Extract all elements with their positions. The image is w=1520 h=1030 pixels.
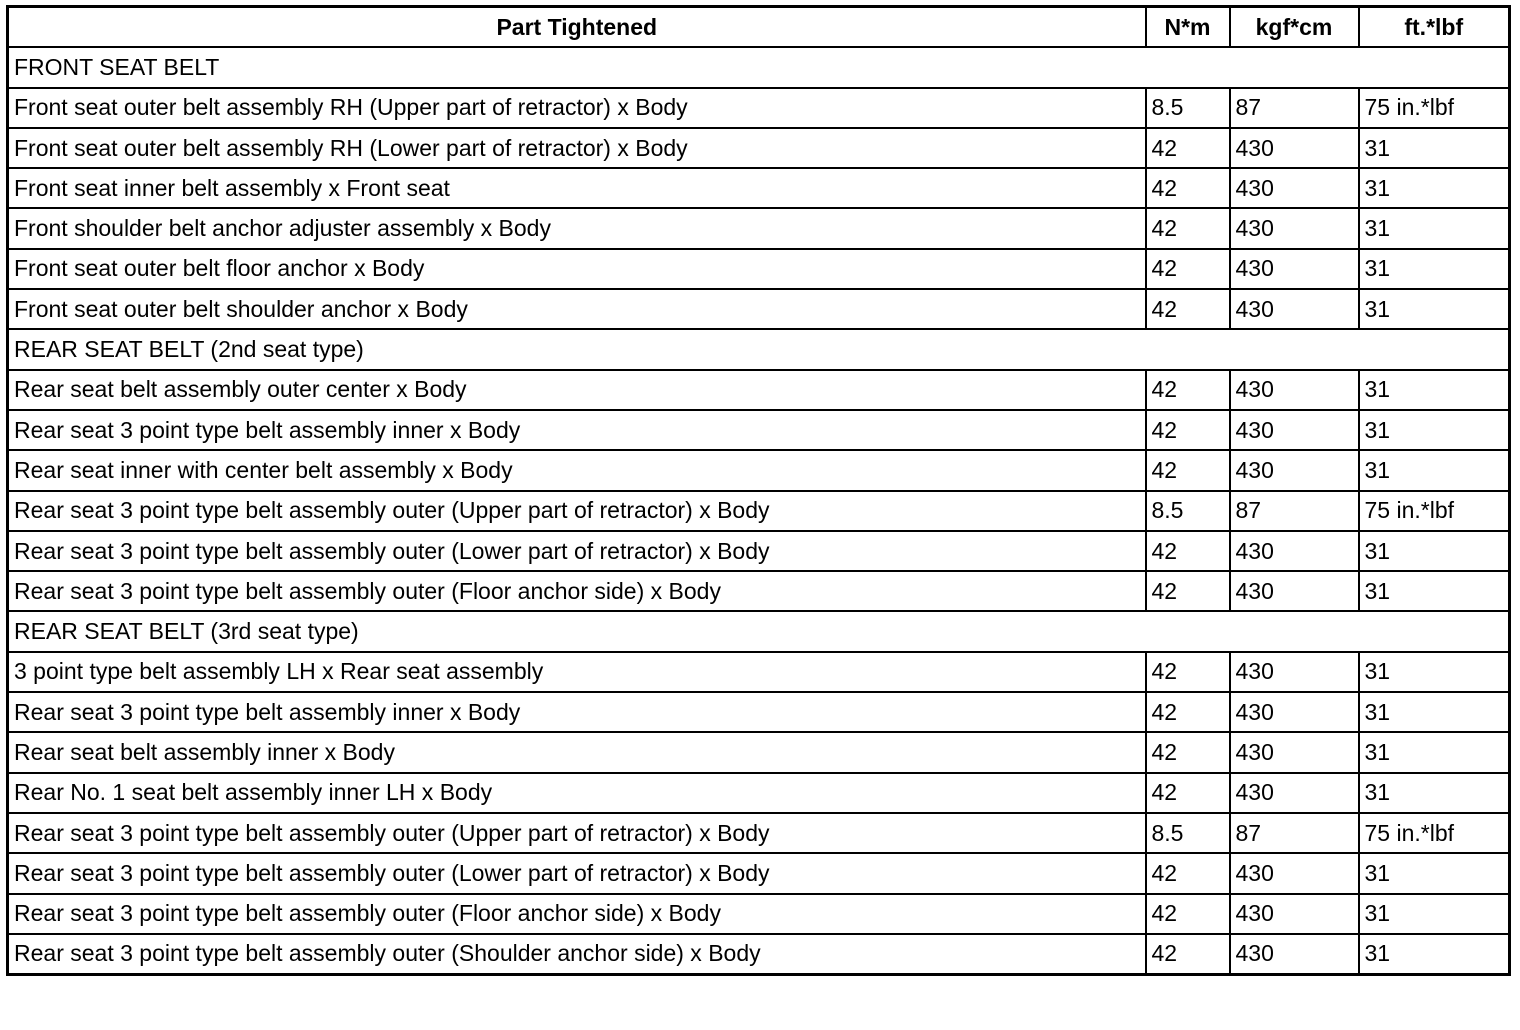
- table-row: [8, 410, 1510, 450]
- cell-nm: 42: [1146, 450, 1230, 490]
- cell-kgf-cm: 430: [1230, 208, 1359, 248]
- table-row: [8, 531, 1510, 571]
- cell-kgf-cm: 430: [1230, 732, 1359, 772]
- cell-nm: 42: [1146, 168, 1230, 208]
- cell-kgf-cm: 430: [1230, 894, 1359, 934]
- cell-ft-lbf: 31: [1359, 692, 1510, 732]
- table-row: [8, 853, 1510, 893]
- cell-part: Front seat outer belt floor anchor x Body: [8, 249, 1146, 289]
- section-title: FRONT SEAT BELT: [8, 47, 1510, 87]
- cell-part: Rear seat belt assembly inner x Body: [8, 732, 1146, 772]
- cell-kgf-cm: 430: [1230, 934, 1359, 975]
- cell-part: Rear seat 3 point type belt assembly outer (Lower part of retractor) x Body: [8, 531, 1146, 571]
- table-row: [8, 208, 1510, 248]
- cell-nm: 42: [1146, 652, 1230, 692]
- cell-nm: 8.5: [1146, 813, 1230, 853]
- cell-nm: 42: [1146, 531, 1230, 571]
- cell-nm: 42: [1146, 128, 1230, 168]
- section-header-row: [8, 329, 1510, 369]
- section-title: REAR SEAT BELT (2nd seat type): [8, 329, 1510, 369]
- header-ft-lbf: ft.*lbf: [1359, 7, 1510, 48]
- table-row: [8, 692, 1510, 732]
- header-kgf-cm: kgf*cm: [1230, 7, 1359, 48]
- cell-nm: 42: [1146, 732, 1230, 772]
- cell-kgf-cm: 430: [1230, 168, 1359, 208]
- cell-nm: 8.5: [1146, 491, 1230, 531]
- cell-kgf-cm: 430: [1230, 410, 1359, 450]
- cell-kgf-cm: 430: [1230, 289, 1359, 329]
- cell-part: Rear seat 3 point type belt assembly outer (Shoulder anchor side) x Body: [8, 934, 1146, 975]
- cell-kgf-cm: 87: [1230, 813, 1359, 853]
- cell-kgf-cm: 430: [1230, 571, 1359, 611]
- cell-nm: 42: [1146, 773, 1230, 813]
- cell-part: Rear No. 1 seat belt assembly inner LH x Body: [8, 773, 1146, 813]
- cell-ft-lbf: 31: [1359, 853, 1510, 893]
- cell-part: Rear seat 3 point type belt assembly inner x Body: [8, 410, 1146, 450]
- table-row: [8, 249, 1510, 289]
- cell-nm: 42: [1146, 934, 1230, 975]
- cell-part: Rear seat inner with center belt assembly x Body: [8, 450, 1146, 490]
- cell-kgf-cm: 430: [1230, 370, 1359, 410]
- cell-part: Front seat outer belt shoulder anchor x Body: [8, 289, 1146, 329]
- cell-ft-lbf: 75 in.*lbf: [1359, 88, 1510, 128]
- cell-nm: 42: [1146, 249, 1230, 289]
- torque-spec-table: [6, 5, 1511, 976]
- cell-kgf-cm: 430: [1230, 853, 1359, 893]
- cell-nm: 8.5: [1146, 88, 1230, 128]
- cell-part: Front seat outer belt assembly RH (Upper part of retractor) x Body: [8, 88, 1146, 128]
- cell-kgf-cm: 87: [1230, 88, 1359, 128]
- cell-nm: 42: [1146, 208, 1230, 248]
- cell-nm: 42: [1146, 370, 1230, 410]
- cell-ft-lbf: 31: [1359, 732, 1510, 772]
- cell-ft-lbf: 31: [1359, 128, 1510, 168]
- table-row: [8, 732, 1510, 772]
- cell-part: Rear seat 3 point type belt assembly outer (Floor anchor side) x Body: [8, 571, 1146, 611]
- cell-ft-lbf: 31: [1359, 249, 1510, 289]
- cell-ft-lbf: 31: [1359, 168, 1510, 208]
- cell-ft-lbf: 75 in.*lbf: [1359, 491, 1510, 531]
- cell-nm: 42: [1146, 894, 1230, 934]
- table-row: [8, 88, 1510, 128]
- cell-part: Front shoulder belt anchor adjuster assembly x Body: [8, 208, 1146, 248]
- cell-part: Rear seat belt assembly outer center x Body: [8, 370, 1146, 410]
- table-row: [8, 813, 1510, 853]
- cell-ft-lbf: 31: [1359, 773, 1510, 813]
- cell-kgf-cm: 430: [1230, 773, 1359, 813]
- header-nm: N*m: [1146, 7, 1230, 48]
- cell-ft-lbf: 75 in.*lbf: [1359, 813, 1510, 853]
- cell-kgf-cm: 430: [1230, 692, 1359, 732]
- cell-part: Rear seat 3 point type belt assembly inner x Body: [8, 692, 1146, 732]
- cell-kgf-cm: 430: [1230, 249, 1359, 289]
- table-row: [8, 450, 1510, 490]
- cell-ft-lbf: 31: [1359, 652, 1510, 692]
- table-row: [8, 168, 1510, 208]
- table-body: [8, 47, 1510, 974]
- table-row: [8, 652, 1510, 692]
- cell-ft-lbf: 31: [1359, 531, 1510, 571]
- table-row: [8, 773, 1510, 813]
- cell-ft-lbf: 31: [1359, 289, 1510, 329]
- cell-kgf-cm: 430: [1230, 128, 1359, 168]
- cell-ft-lbf: 31: [1359, 410, 1510, 450]
- section-title: REAR SEAT BELT (3rd seat type): [8, 611, 1510, 651]
- cell-part: Rear seat 3 point type belt assembly outer (Upper part of retractor) x Body: [8, 491, 1146, 531]
- cell-nm: 42: [1146, 571, 1230, 611]
- table-row: [8, 289, 1510, 329]
- cell-nm: 42: [1146, 692, 1230, 732]
- cell-nm: 42: [1146, 289, 1230, 329]
- cell-kgf-cm: 87: [1230, 491, 1359, 531]
- table-row: [8, 571, 1510, 611]
- cell-nm: 42: [1146, 853, 1230, 893]
- cell-ft-lbf: 31: [1359, 450, 1510, 490]
- section-header-row: [8, 611, 1510, 651]
- cell-ft-lbf: 31: [1359, 571, 1510, 611]
- table-row: [8, 128, 1510, 168]
- cell-nm: 42: [1146, 410, 1230, 450]
- cell-part: Front seat outer belt assembly RH (Lower part of retractor) x Body: [8, 128, 1146, 168]
- table-row: [8, 370, 1510, 410]
- cell-ft-lbf: 31: [1359, 208, 1510, 248]
- cell-ft-lbf: 31: [1359, 370, 1510, 410]
- table-row: [8, 934, 1510, 975]
- cell-part: 3 point type belt assembly LH x Rear seat assembly: [8, 652, 1146, 692]
- table-row: [8, 894, 1510, 934]
- section-header-row: [8, 47, 1510, 87]
- cell-ft-lbf: 31: [1359, 934, 1510, 975]
- cell-ft-lbf: 31: [1359, 894, 1510, 934]
- cell-part: Rear seat 3 point type belt assembly outer (Lower part of retractor) x Body: [8, 853, 1146, 893]
- table-row: [8, 491, 1510, 531]
- header-part-tightened: Part Tightened: [8, 7, 1146, 48]
- cell-part: Rear seat 3 point type belt assembly outer (Floor anchor side) x Body: [8, 894, 1146, 934]
- cell-kgf-cm: 430: [1230, 652, 1359, 692]
- cell-kgf-cm: 430: [1230, 450, 1359, 490]
- cell-kgf-cm: 430: [1230, 531, 1359, 571]
- cell-part: Rear seat 3 point type belt assembly outer (Upper part of retractor) x Body: [8, 813, 1146, 853]
- header-row: [8, 7, 1510, 48]
- cell-part: Front seat inner belt assembly x Front seat: [8, 168, 1146, 208]
